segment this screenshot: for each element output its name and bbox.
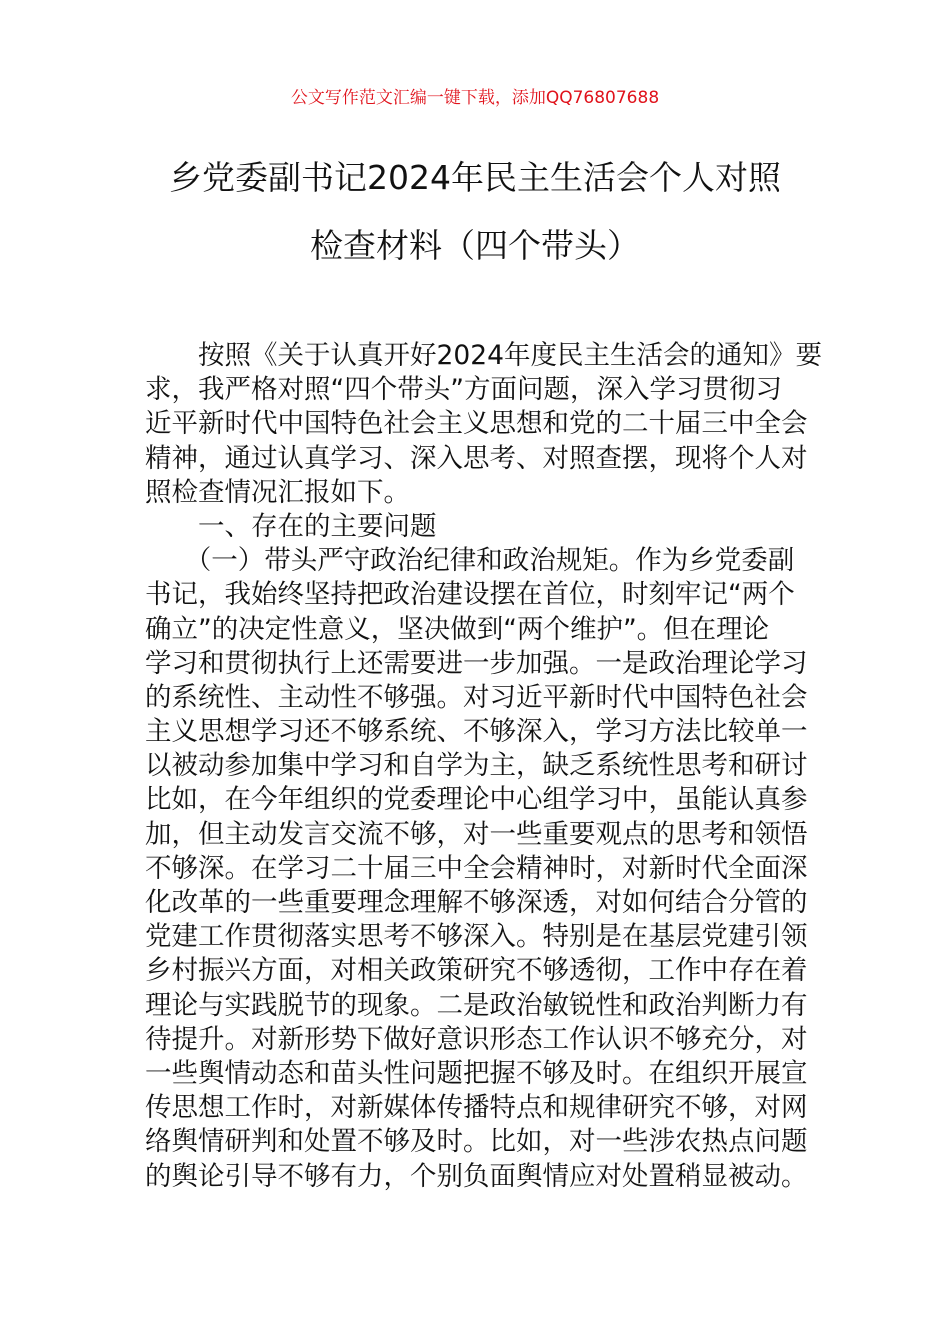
- body-line: 比如，在今年组织的党委理论中心组学习中，虽能认真参: [145, 784, 808, 816]
- body-line: 的舆论引导不够有力，个别负面舆情应对处置稍显被动。: [145, 1160, 808, 1192]
- body-line: 以被动参加集中学习和自学为主，缺乏系统性思考和研讨: [145, 750, 808, 782]
- body-line: 化改革的一些重要理念理解不够深透，对如何结合分管的: [145, 887, 808, 918]
- body-line: 确立”的决定性意义，坚决做到“两个维护”。但在理论: [145, 613, 770, 645]
- body-line: 一些舆情动态和苗头性问题把握不够及时。在组织开展宣: [145, 1057, 808, 1089]
- body-line: 按照《关于认真开好2024年度民主生活会的通知》要: [145, 340, 822, 371]
- body-line: 照检查情况汇报如下。: [145, 476, 410, 508]
- body-line: 党建工作贯彻落实思考不够深入。特别是在基层党建引领: [145, 921, 808, 953]
- promo-banner: 公文写作范文汇编一键下载，添加QQ76807688: [290, 88, 660, 108]
- body-line: 精神，通过认真学习、深入思考、对照查摆，现将个人对: [145, 442, 808, 474]
- body-line: 传思想工作时，对新媒体传播特点和规律研究不够，对网: [145, 1092, 808, 1124]
- document-title-line-1: 乡党委副书记2024年民主生活会个人对照: [169, 158, 781, 197]
- body-line: 主义思想学习还不够系统、不够深入，学习方法比较单一: [145, 716, 808, 748]
- body-line: 的系统性、主动性不够强。对习近平新时代中国特色社会: [145, 681, 808, 713]
- body-line: 近平新时代中国特色社会主义思想和党的二十届三中全会: [145, 408, 808, 440]
- body-line: 待提升。对新形势下做好意识形态工作认识不够充分，对: [145, 1023, 808, 1055]
- body-line: 络舆情研判和处置不够及时。比如，对一些涉农热点问题: [145, 1126, 808, 1158]
- body-line: 加，但主动发言交流不够，对一些重要观点的思考和领悟: [145, 818, 808, 850]
- body-line: （一）带头严守政治纪律和政治规矩。作为乡党委副: [145, 545, 795, 577]
- document-body: [145, 339, 822, 1194]
- body-line: 理论与实践脱节的现象。二是政治敏锐性和政治判断力有: [145, 989, 808, 1021]
- body-line: 求，我严格对照“四个带头”方面问题，深入学习贯彻习: [145, 374, 782, 406]
- section-heading: 一、存在的主要问题: [145, 510, 437, 542]
- body-line: 乡村振兴方面，对相关政策研究不够透彻，工作中存在着: [145, 955, 808, 987]
- body-line: 学习和贯彻执行上还需要进一步加强。一是政治理论学习: [145, 647, 808, 679]
- body-line: 不够深。在学习二十届三中全会精神时，对新时代全面深: [145, 852, 808, 884]
- document-title-line-2: 检查材料（四个带头）: [310, 226, 640, 265]
- body-line: 书记，我始终坚持把政治建设摆在首位，时刻牢记“两个: [145, 579, 795, 611]
